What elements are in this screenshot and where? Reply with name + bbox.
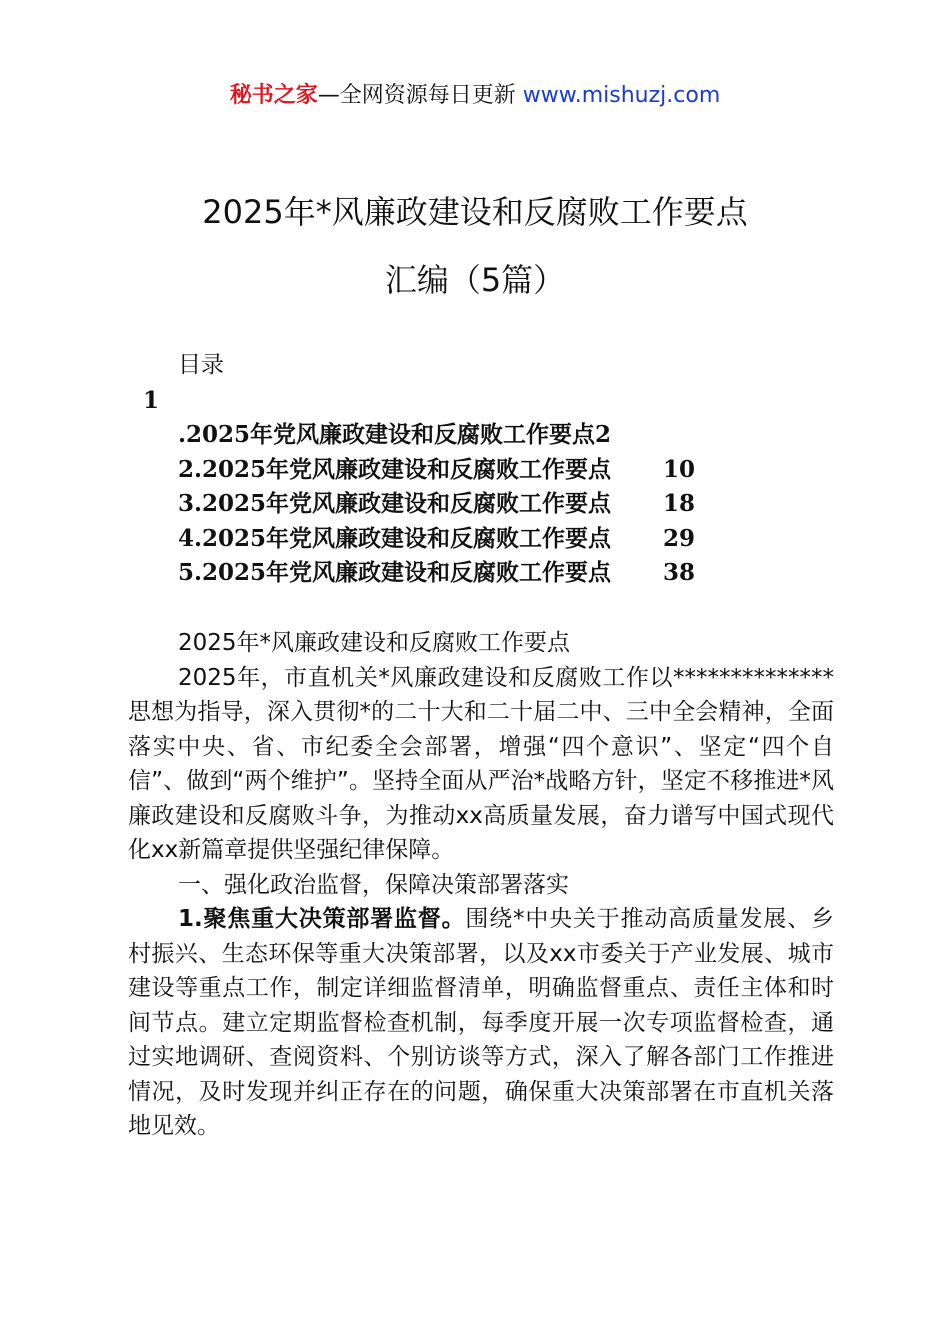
site-tagline: —全网资源每日更新	[317, 83, 516, 108]
toc-stray-number: 1	[143, 387, 160, 414]
article-body	[128, 626, 834, 1144]
toc-item-number: 5.2025	[178, 559, 267, 586]
article-heading: 2025年*风廉政建设和反腐败工作要点	[178, 630, 571, 656]
table-of-contents	[178, 418, 778, 591]
point-lead: 1.聚焦重大决策部署监督。	[178, 906, 466, 932]
document-title-line2: 汇编（5篇）	[384, 261, 566, 299]
toc-item[interactable]	[178, 556, 778, 591]
toc-item-number: 3.2025	[178, 490, 267, 517]
point-text: 围绕*中央关于推动高质量发展、乡村振兴、生态环保等重大决策部署，以及xx市委关于产业发展、城市建设等重点工作，制定详细监督清单，明确监督重点、责任主体和时间节点。建立定期监督检查机制，每季度开展一次专项监督检查，通过实地调研、查阅资料、个别访谈等方式，深入了解各部门工作推进情况，及时发现并纠正存在的问题，确保重大决策部署在市直机关落地见效。	[128, 906, 835, 1139]
toc-item-page: 18	[663, 490, 696, 517]
site-brand: 秘书之家	[229, 83, 318, 108]
section-heading: 一、强化政治监督，保障决策部署落实	[178, 871, 569, 898]
toc-item-number: .2025	[178, 421, 251, 448]
article-intro-paragraph: 2025年，市直机关*风廉政建设和反腐败工作以**************思想为指导，深入贯彻*的二十大和二十届二中、三中全会精神，全面落实中央、省、市纪委全会部署，增强“四个意识”、坚定“四个自信”、做到“两个维护”。坚持全面从严治*战略方针，坚定不移推进*风廉政建设和反腐败斗争，为推动xx高质量发展，奋力谱写中国式现代化xx新篇章提供坚强纪律保障。	[128, 664, 834, 863]
toc-item-label: 年党风廉政建设和反腐败工作要点	[266, 491, 612, 517]
site-url-link[interactable]: www.mishuzj.com	[522, 83, 721, 108]
toc-item-page: 10	[663, 455, 696, 483]
toc-item-label: 年党风廉政建设和反腐败工作要点	[266, 525, 612, 552]
document-title-line1: 2025年*风廉政建设和反腐败工作要点	[202, 193, 748, 231]
site-header	[0, 80, 950, 112]
toc-item[interactable]	[178, 487, 778, 522]
toc-item-label: 年党风廉政建设和反腐败工作要点	[250, 422, 596, 448]
toc-heading: 目录	[178, 352, 224, 378]
toc-item-number: 2.2025	[178, 455, 267, 483]
toc-item-page: 29	[663, 524, 696, 552]
toc-item-label: 年党风廉政建设和反腐败工作要点	[266, 456, 612, 483]
toc-item-label: 年党风廉政建设和反腐败工作要点	[266, 560, 612, 586]
toc-item[interactable]	[178, 418, 778, 453]
toc-item-page: 2	[595, 421, 612, 448]
toc-item[interactable]	[178, 522, 778, 557]
toc-item-number: 4.2025	[178, 524, 267, 552]
point-paragraph	[128, 902, 834, 1144]
toc-item[interactable]	[178, 453, 778, 488]
toc-item-page: 38	[663, 559, 696, 586]
